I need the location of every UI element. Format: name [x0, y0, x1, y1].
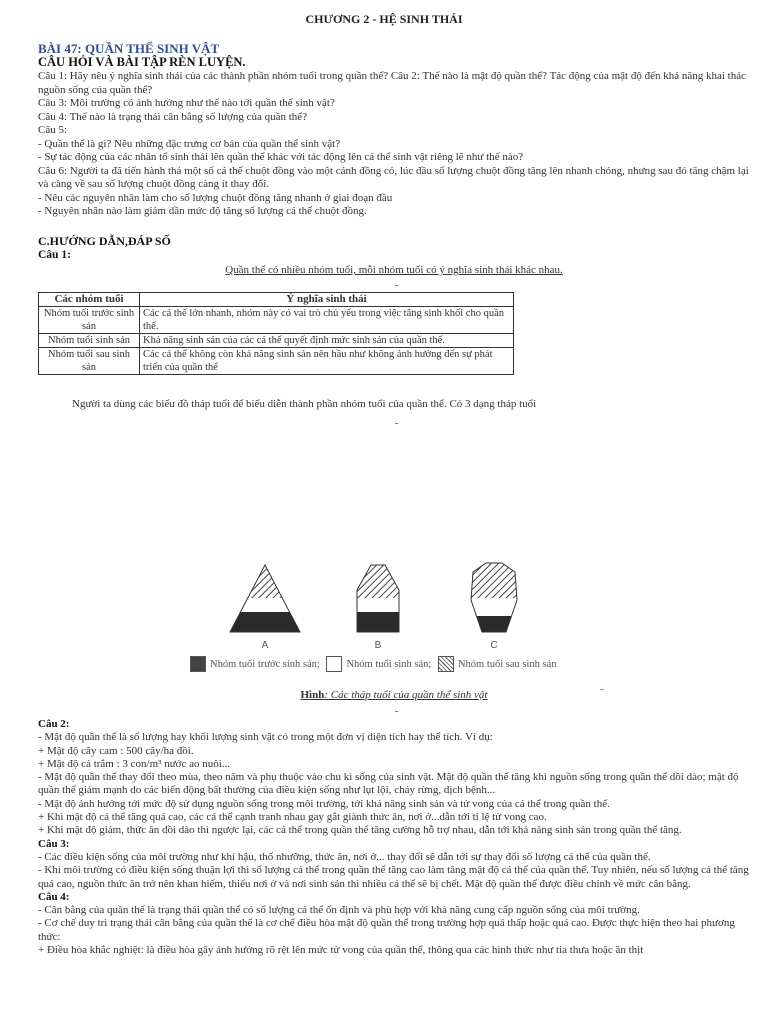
answer-line: + Khi mật độ cá thể tăng quá cao, các cá thể cạnh tranh nhau gay gắt giành thức ăn, nơi ở...dẫn tới tỉ lệ tử vong cao.	[38, 811, 547, 824]
question-line: Câu 1: Hãy nêu ý nghĩa sinh thái của các thành phần nhóm tuổi trong quần thể? Câu 2: Thế nào là mật độ quần thể? Tác động của mật độ đến khả năng khai thác nguồn sống của quần thể?	[38, 70, 746, 96]
answer-line: + Điều hòa khắc nghiệt: là điều hòa gây ảnh hưởng rõ rệt lên mức tử vong của quần thể, thông qua các hình thức như tỉa thưa hoặc ăn thịt	[38, 944, 644, 957]
question-line: Câu 5:	[38, 124, 68, 136]
question-line: - Quần thể là gì? Nêu những đặc trưng cơ bản của quần thể sinh vật?	[38, 137, 341, 150]
dash-mark: -	[600, 684, 604, 695]
pyramid-c	[465, 560, 525, 636]
questions-list	[38, 70, 750, 219]
section-title: CÂU HỎI VÀ BÀI TẬP RÈN LUYỆN.	[38, 55, 246, 69]
table-cell-group: Nhóm tuổi sinh sản	[39, 334, 140, 348]
chapter-title: CHƯƠNG 2 - HỆ SINH THÁI	[305, 12, 463, 26]
dash-mark: -	[395, 706, 399, 717]
legend-item	[190, 656, 320, 672]
table-cell-group: Nhóm tuổi trước sinh sản	[39, 307, 140, 334]
legend-label: Nhóm tuổi sau sinh sản	[457, 658, 557, 670]
answer-line: + Mật độ cá trắm : 3 con/m³ nước ao nuôi...	[38, 757, 231, 770]
legend-label: Nhóm tuổi sinh sản;	[346, 658, 432, 670]
dash-mark: -	[395, 418, 399, 429]
table-cell-meaning: Các cá thể lớn nhanh, nhóm này có vai trò chủ yếu trong việc tăng sinh khối cho quần thể.	[140, 307, 514, 334]
legend-swatch-white	[326, 656, 342, 672]
dash-mark: -	[395, 280, 399, 291]
question-line: - Nêu các nguyên nhân làm cho số lượng chuột đồng tăng nhanh ở giai đoạn đầu	[38, 191, 393, 204]
table-header-row	[39, 293, 514, 307]
answer1-heading: Câu 1:	[38, 249, 71, 261]
figure-caption	[0, 689, 768, 701]
table-cell-meaning: Các cá thể không còn khả năng sinh sản nên hầu như không ảnh hưởng đến sự phát triển của quần thể	[140, 348, 514, 375]
answer-line: + Khi mật độ giảm, thức ăn dồi dào thì ngược lại, các cá thể trong quần thể tăng cường hỗ trợ nhau, dẫn tới khả năng sinh sản trong quần thể tăng.	[38, 824, 682, 837]
pyramid-label: A	[261, 640, 269, 651]
table-row	[39, 334, 514, 348]
answer-line: - Mật độ ảnh hưởng tới mức độ sử dụng nguồn sống trong môi trường, tới khả năng sinh sản và tử vong của cá thể trong quần thể.	[38, 797, 610, 810]
caption-bold: Hình	[300, 689, 325, 701]
figure-legend	[190, 656, 750, 675]
table-cell-meaning: Khả năng sinh sản của các cá thể quyết định mức sinh sản của quần thể.	[140, 334, 514, 348]
pyramid-b	[350, 560, 410, 637]
question-line: Câu 6: Người ta đã tiến hành thả một số cá thể chuột đồng vào một cánh đồng cỏ, lúc đầu số lượng chuột đồng tăng lên nhanh chóng, nhưng sau đó tăng chậm lại và càng về sau số lượng chuột đồng càng ít thay đổi.	[38, 164, 749, 190]
question-line: - Sự tác động của các nhân tố sinh thái lên quần thể khác với tác động lên cá thể sinh vật riêng lẽ như thế nào?	[38, 151, 524, 163]
answer-line: - Cân bằng của quần thể là trạng thái quần thể có số lượng cá thể ổn định và phù hợp với khả năng cung cấp nguồn sống của môi trường.	[38, 904, 640, 917]
legend-label: Nhóm tuổi trước sinh sản;	[210, 658, 320, 670]
answer-line: - Mật độ quần thể là số lượng hay khối lượng sinh vật có trong một đơn vị diện tích hay thể tích. Ví dụ:	[38, 731, 493, 744]
table-cell-group: Nhóm tuổi sau sinh sản	[39, 348, 140, 375]
answer-heading: Câu 2:	[38, 718, 70, 730]
question-line: Câu 3: Môi trường có ảnh hưởng như thế nào tới quần thể sinh vật?	[38, 97, 335, 109]
question-line: Câu 4: Thế nào là trạng thái cân bằng số lượng của quần thể?	[38, 110, 308, 123]
guide-title: C.HƯỚNG DẪN,ĐÁP SỐ	[38, 234, 171, 248]
pyramid-label: C	[490, 640, 498, 651]
legend-swatch-dark	[190, 656, 206, 672]
answer-line: - Cơ chế duy trì trạng thái cân bằng của quần thể là cơ chế điều hòa mật độ quần thể trong trường hợp quá thấp hoặc quá cao. Được thực hiện theo hai phương thức:	[38, 917, 735, 943]
legend-item	[438, 656, 557, 672]
caption-text: : Các tháp tuổi của quần thể sinh vật	[324, 689, 488, 701]
answer-heading: Câu 4:	[38, 890, 70, 903]
table-header: Ý nghĩa sinh thái	[140, 293, 514, 307]
answer-line: + Mật độ cây cam : 500 cây/ha đồi.	[38, 744, 194, 757]
answers-block	[38, 718, 752, 957]
pyramid-label: B	[374, 640, 382, 651]
answer-heading: Câu 3:	[38, 837, 70, 850]
pyramid-a	[220, 560, 310, 637]
table-row	[39, 348, 514, 375]
age-pyramids-figure	[190, 560, 550, 655]
answer-line: - Khi môi trường có điều kiện sống thuận lợi thì số lượng cá thể trong quần thể tăng cao làm tăng mật độ cá thể của quần thể. Tuy nhiên, nếu số lượng cá thể tăng quá cao, nguồn thức ăn trở nên khan hiếm, thiếu nơi ở và nơi sinh sản thì nhiều cá thể sẽ bị chết. Mật độ quần thể được điều chỉnh về mức cân bằng.	[38, 864, 749, 890]
answer-line: - Mật độ quần thể thay đổi theo mùa, theo năm và phụ thuộc vào chu kì sống của sinh vật. Mật độ quần thể tăng khi nguồn sống trong quần thể dồi dào; mật độ quần thể giảm mạnh do các biến động bất thường của điều kiện sống như lụt lội, cháy rừng, dịch bệnh...	[38, 771, 739, 797]
table-row	[39, 307, 514, 334]
legend-swatch-hatched	[438, 656, 454, 672]
table-header: Các nhóm tuổi	[39, 293, 140, 307]
pyramid-note: Người ta dùng các biểu đồ tháp tuổi để biểu diễn thành phần nhóm tuổi của quần thể. Có 3 dạng tháp tuổi	[72, 398, 537, 410]
answer1-intro: Quần thể có nhiều nhóm tuổi, mỗi nhóm tuổi có ý nghĩa sinh thái khác nhau.	[225, 264, 563, 276]
answer-line: - Các điều kiện sống của môi trường như khí hậu, thổ nhưỡng, thức ăn, nơi ở... thay đổi sẽ dẫn tới sự thay đổi số lượng cá thể của quần thể.	[38, 850, 651, 863]
lesson-title: BÀI 47: QUẦN THỂ SINH VẬT	[38, 41, 220, 56]
question-line: - Nguyên nhân nào làm giảm dần mức độ tăng số lượng cá thể chuột đồng.	[38, 205, 367, 217]
age-group-table	[38, 292, 514, 375]
legend-item	[326, 656, 431, 672]
